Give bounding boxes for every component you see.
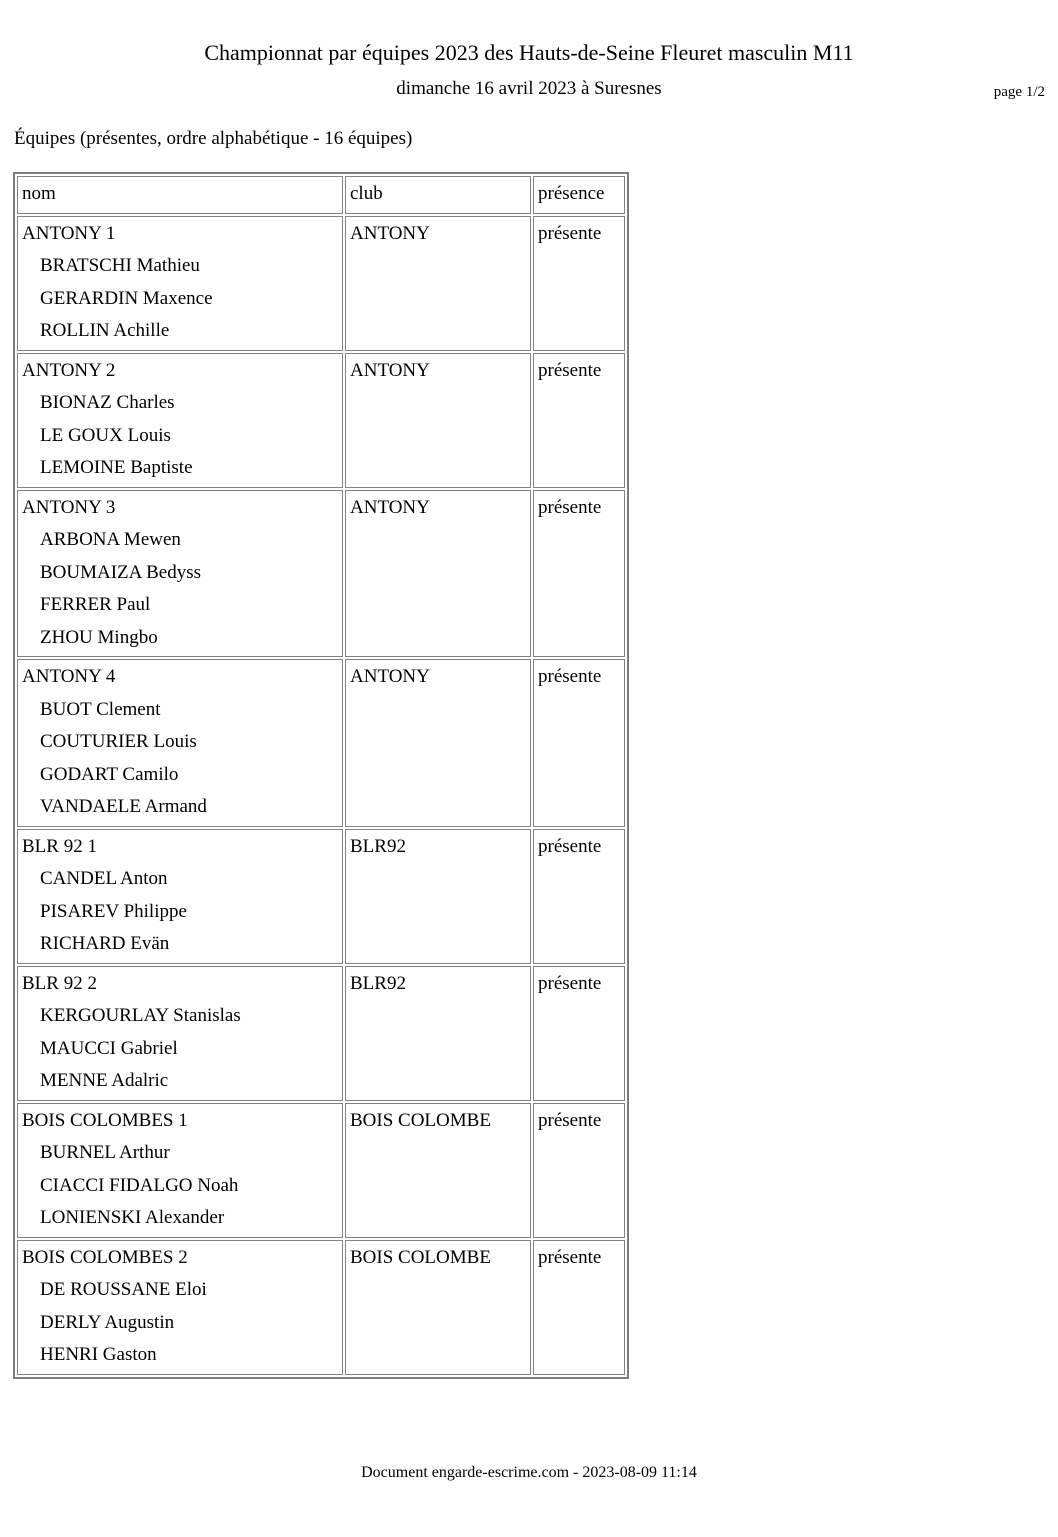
team-club: ANTONY: [345, 216, 531, 351]
team-member: BIONAZ Charles: [40, 392, 175, 413]
page-number-indicator: page 1/2: [993, 84, 1045, 100]
team-row: [17, 353, 625, 488]
team-club: BOIS COLOMBE: [345, 1103, 531, 1238]
team-member: LEMOINE Baptiste: [40, 457, 193, 478]
team-member: GODART Camilo: [40, 763, 179, 785]
document-footer: Document engarde-escrime.com - 2023-08-09 11:14: [361, 1464, 697, 1481]
team-row: [17, 490, 625, 658]
team-member: MAUCCI Gabriel: [40, 1037, 178, 1059]
team-member: CANDEL Anton: [40, 868, 168, 889]
team-club: BLR92: [345, 829, 531, 964]
team-name: ANTONY 1: [22, 222, 116, 244]
team-name: ANTONY 2: [22, 359, 116, 381]
team-presence: présente: [533, 490, 625, 658]
team-member: ZHOU Mingbo: [40, 626, 158, 648]
team-name: BLR 92 1: [22, 835, 97, 857]
team-club: ANTONY: [345, 490, 531, 658]
teams-table: [13, 172, 629, 1379]
team-row: [17, 966, 625, 1101]
team-nom-cell: [17, 353, 343, 488]
team-member: HENRI Gaston: [40, 1344, 157, 1365]
team-club: ANTONY: [345, 353, 531, 488]
team-club: BLR92: [345, 966, 531, 1101]
team-row: [17, 216, 625, 351]
team-nom-cell: [17, 490, 343, 658]
team-member: PISAREV Philippe: [40, 900, 187, 922]
team-member: BOUMAIZA Bedyss: [40, 561, 201, 583]
page-subtitle: dimanche 16 avril 2023 à Suresnes: [396, 78, 662, 99]
team-member: COUTURIER Louis: [40, 731, 197, 752]
team-member: DERLY Augustin: [40, 1311, 175, 1333]
team-row: [17, 1240, 625, 1375]
teams-table-body: [17, 216, 625, 1375]
section-heading: Équipes (présentes, ordre alphabétique - 16 équipes): [14, 128, 413, 149]
team-nom-cell: [17, 966, 343, 1101]
team-presence: présente: [533, 216, 625, 351]
teams-table-header: [17, 176, 625, 214]
team-member: DE ROUSSANE Eloi: [40, 1279, 207, 1300]
team-presence: présente: [533, 1240, 625, 1375]
team-club: ANTONY: [345, 659, 531, 827]
team-member: LE GOUX Louis: [40, 424, 171, 446]
team-name: BOIS COLOMBES 2: [22, 1246, 188, 1268]
team-row: [17, 829, 625, 964]
team-name: BOIS COLOMBES 1: [22, 1109, 188, 1131]
team-member: ARBONA Mewen: [40, 529, 181, 550]
team-member: CIACCI FIDALGO Noah: [40, 1174, 239, 1196]
team-member: FERRER Paul: [40, 594, 151, 615]
team-nom-cell: [17, 1240, 343, 1375]
column-header-presence: présence: [533, 176, 625, 214]
header-row: [17, 176, 625, 214]
page-title: Championnat par équipes 2023 des Hauts-de-Seine Fleuret masculin M11: [204, 40, 854, 65]
team-nom-cell: [17, 829, 343, 964]
team-member: LONIENSKI Alexander: [40, 1207, 225, 1228]
team-presence: présente: [533, 829, 625, 964]
team-member: GERARDIN Maxence: [40, 287, 213, 309]
team-club: BOIS COLOMBE: [345, 1240, 531, 1375]
team-member: MENNE Adalric: [40, 1070, 169, 1091]
team-member: RICHARD Evän: [40, 933, 170, 954]
column-header-nom: nom: [17, 176, 343, 214]
team-member: BUOT Clement: [40, 698, 161, 720]
team-member: ROLLIN Achille: [40, 320, 170, 341]
team-presence: présente: [533, 353, 625, 488]
team-member: BRATSCHI Mathieu: [40, 255, 200, 276]
team-nom-cell: [17, 1103, 343, 1238]
team-presence: présente: [533, 966, 625, 1101]
team-presence: présente: [533, 659, 625, 827]
team-nom-cell: [17, 216, 343, 351]
team-presence: présente: [533, 1103, 625, 1238]
column-header-club: club: [345, 176, 531, 214]
team-nom-cell: [17, 659, 343, 827]
team-member: KERGOURLAY Stanislas: [40, 1005, 241, 1026]
team-name: BLR 92 2: [22, 972, 97, 994]
team-member: VANDAELE Armand: [40, 796, 207, 817]
team-name: ANTONY 4: [22, 666, 116, 687]
team-name: ANTONY 3: [22, 496, 116, 518]
team-row: [17, 659, 625, 827]
team-row: [17, 1103, 625, 1238]
team-member: BURNEL Arthur: [40, 1142, 170, 1163]
